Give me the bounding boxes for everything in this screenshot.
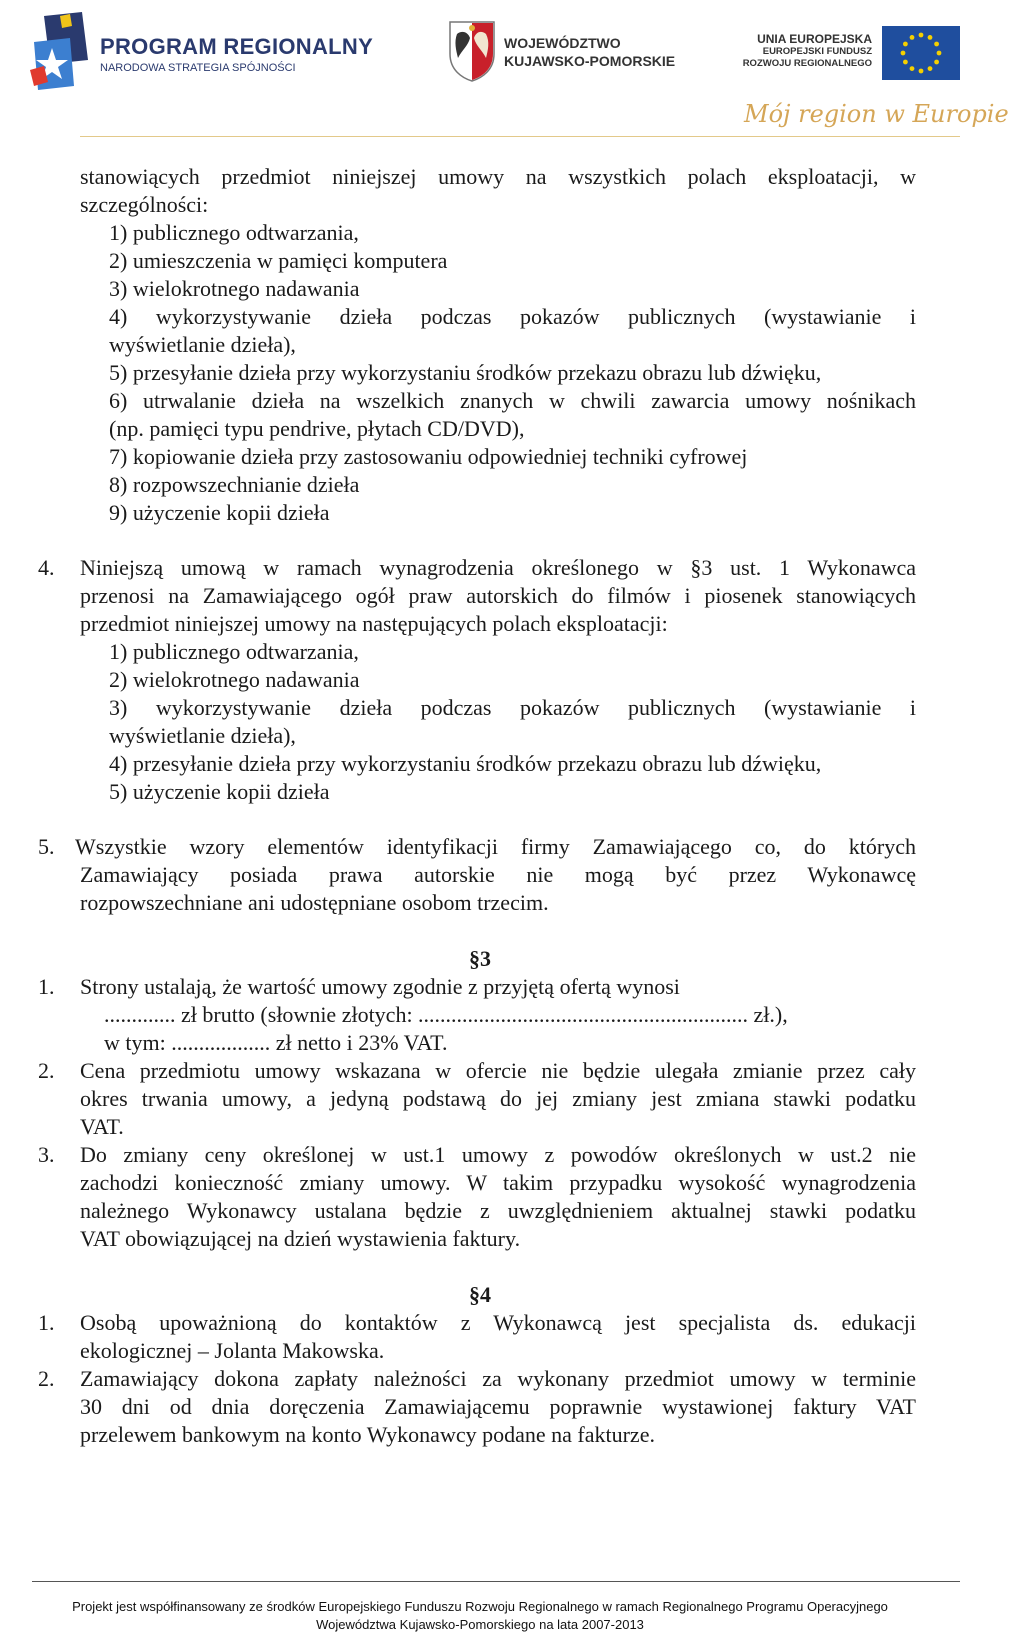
region-line1: WOJEWÓDZTWO xyxy=(504,35,621,51)
list-item: 1) publicznego odtwarzania, xyxy=(109,220,359,245)
paragraph-number: 4. xyxy=(38,555,55,580)
page-footer xyxy=(0,1598,960,1634)
text-line: Zamawiający dokona zapłaty należności za wykonany przedmiot umowy w terminie xyxy=(80,1366,916,1391)
text-line: szczególności: xyxy=(80,192,209,217)
list-item: 1) publicznego odtwarzania, xyxy=(109,639,359,664)
list-item: 2) wielokrotnego nadawania xyxy=(109,667,360,692)
text-line: w tym: .................. zł netto i 23% VAT. xyxy=(104,1030,448,1055)
eu-title: UNIA EUROPEJSKA xyxy=(757,32,872,46)
paragraph-number: 3. xyxy=(38,1142,55,1167)
section-heading: §4 xyxy=(469,1282,491,1307)
text-line: Cena przedmiotu umowy wskazana w ofercie nie będzie ulegała zmianie przez cały xyxy=(80,1058,916,1083)
footer-divider xyxy=(32,1581,960,1582)
list-item: 7) kopiowanie dzieła przy zastosowaniu odpowiedniej techniki cyfrowej xyxy=(109,444,748,469)
text-line: Strony ustalają, że wartość umowy zgodnie z przyjętą ofertą wynosi xyxy=(80,974,680,999)
paragraph-number: 1. xyxy=(38,1310,55,1335)
list-item-continuation: wyświetlanie dzieła), xyxy=(109,723,296,748)
list-item-continuation: (np. pamięci typu pendrive, płytach CD/DVD), xyxy=(109,416,525,441)
list-item: 6) utrwalanie dzieła na wszelkich znanych w chwili zawarcia umowy nośnikach xyxy=(109,388,916,413)
text-line: stanowiących przedmiot niniejszej umowy na wszystkich polach eksploatacji, w xyxy=(80,164,916,189)
list-item: 4) wykorzystywanie dzieła podczas pokazów publicznych (wystawianie i xyxy=(109,304,916,329)
text-line: okres trwania umowy, a jedyną podstawą do jej zmiany jest zmiana stawki podatku xyxy=(80,1086,916,1111)
paragraph-number: 5. xyxy=(38,834,55,859)
text-line: VAT. xyxy=(80,1114,124,1139)
slogan: Mój region w Europie xyxy=(744,100,1009,128)
list-item: 5) użyczenie kopii dzieła xyxy=(109,779,330,804)
list-item-continuation: wyświetlanie dzieła), xyxy=(109,332,296,357)
paragraph-number: 2. xyxy=(38,1366,55,1391)
text-line: ............. zł brutto (słownie złotych: ............................................................ zł.), xyxy=(104,1002,788,1027)
list-item: 8) rozpowszechnianie dzieła xyxy=(109,472,360,497)
text-line: rozpowszechniane ani udostępniane osobom trzecim. xyxy=(80,890,549,915)
text-line: ekologicznej – Jolanta Makowska. xyxy=(80,1338,385,1363)
text-line: VAT obowiązującej na dzień wystawienia faktury. xyxy=(80,1226,521,1251)
list-item: 3) wielokrotnego nadawania xyxy=(109,276,360,301)
section-heading: §3 xyxy=(469,946,491,971)
text-line: 30 dni od dnia doręczenia Zamawiającemu poprawnie wystawionej faktury VAT xyxy=(80,1394,916,1419)
list-item: 5) przesyłanie dzieła przy wykorzystaniu środków przekazu obrazu lub dźwięku, xyxy=(109,360,822,385)
text-line: Osobą upoważnioną do kontaktów z Wykonawcą jest specjalista ds. edukacji xyxy=(80,1310,916,1335)
footer-line-1: Projekt jest współfinansowany ze środków Europejskiego Funduszu Rozwoju Regionalnego w ramach Regionalnego Programu Operacyjnego xyxy=(72,1599,888,1614)
text-line: należnego Wykonawcy ustalana będzie z uwzględnieniem aktualnej stawki podatku xyxy=(80,1198,916,1223)
program-subtitle: NARODOWA STRATEGIA SPÓJNOŚCI xyxy=(100,62,296,74)
text-line: Zamawiający posiada prawa autorskie nie mogą być przez Wykonawcę xyxy=(80,862,916,887)
list-item: 3) wykorzystywanie dzieła podczas pokazów publicznych (wystawianie i xyxy=(109,695,916,720)
text-line: Wszystkie wzory elementów identyfikacji firmy Zamawiającego co, do których xyxy=(75,834,916,859)
list-item: 4) przesyłanie dzieła przy wykorzystaniu środków przekazu obrazu lub dźwięku, xyxy=(109,751,822,776)
list-item: 9) użyczenie kopii dzieła xyxy=(109,500,330,525)
region-line2: KUJAWSKO-POMORSKIE xyxy=(504,53,676,69)
eu-subtitle-2: ROZWOJU REGIONALNEGO xyxy=(742,58,872,69)
text-line: zachodzi konieczność zmiany umowy. W takim przypadku wysokość wynagrodzenia xyxy=(80,1170,916,1195)
text-line: Niniejszą umową w ramach wynagrodzenia określonego w §3 ust. 1 Wykonawca xyxy=(80,555,916,580)
text-line: przenosi na Zamawiającego ogół praw autorskich do filmów i piosenek stanowiących xyxy=(80,583,916,608)
paragraph-number: 2. xyxy=(38,1058,55,1083)
text-line: przelewem bankowym na konto Wykonawcy podane na fakturze. xyxy=(80,1422,655,1447)
footer-line-2: Województwa Kujawsko-Pomorskiego na lata 2007-2013 xyxy=(316,1617,644,1632)
text-line: Do zmiany ceny określonej w ust.1 umowy z powodów określonych w ust.2 nie xyxy=(80,1142,916,1167)
list-item: 2) umieszczenia w pamięci komputera xyxy=(109,248,448,273)
paragraph-number: 1. xyxy=(38,974,55,999)
eu-subtitle-1: EUROPEJSKI FUNDUSZ xyxy=(762,46,872,57)
program-title: PROGRAM REGIONALNY xyxy=(100,34,374,59)
text-line: przedmiot niniejszej umowy na następujących polach eksploatacji: xyxy=(80,611,668,636)
